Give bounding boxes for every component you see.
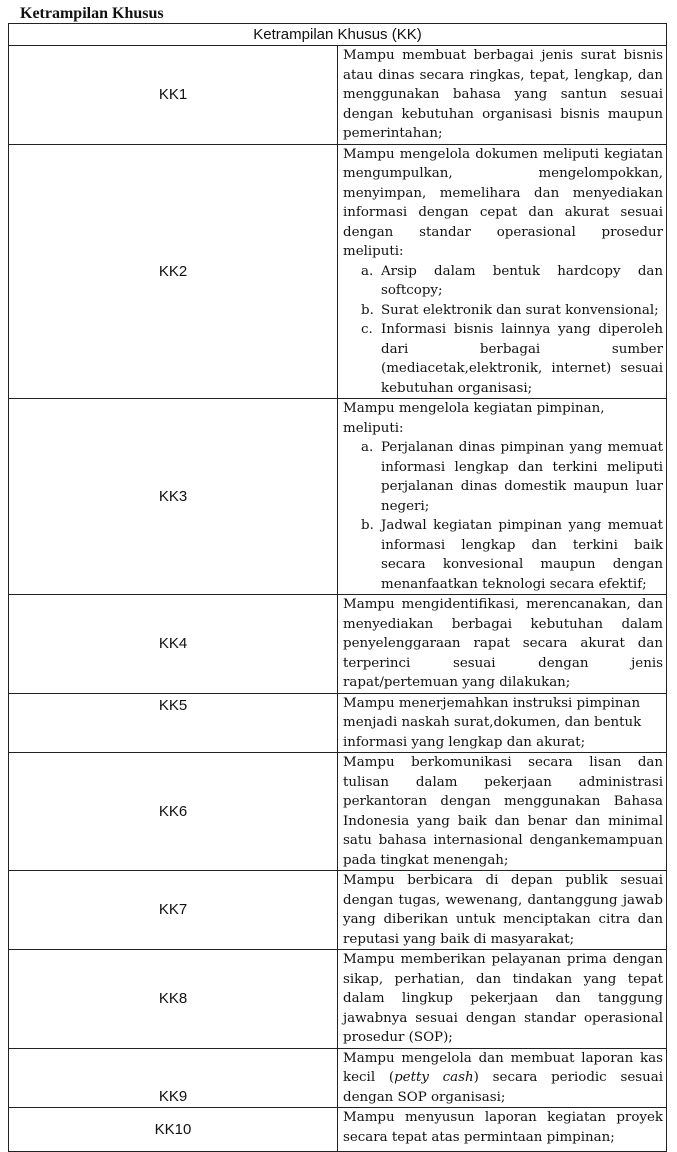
list-marker: c. xyxy=(361,322,373,337)
list-item xyxy=(343,438,663,516)
row-description xyxy=(338,950,667,1049)
table-header: Ketrampilan Khusus (KK) xyxy=(9,24,667,46)
row-code: KK4 xyxy=(9,595,338,694)
table-row xyxy=(9,595,667,694)
row-text: Mampu membuat berbagai jenis surat bisnis atau dinas secara ringkas, tepat, lengkap, dan menggunakan bahasa yang santun sesuai dengan kebutuhan organisasi bisnis maupun pemerintahan; xyxy=(343,48,663,141)
list-item-text: Perjalanan dinas pimpinan yang memuat informasi lengkap dan terkini meliputi perjalanan dinas domestik maupun luar negeri; xyxy=(381,440,663,514)
row-description xyxy=(338,1108,667,1152)
table-row xyxy=(9,1048,667,1108)
row-text: Mampu memberikan pelayanan prima dengan sikap, perhatian, dan tindakan yang tepat dalam lingkup pekerjaan dan tanggung jawabnya sesuai dengan standar operasional prosedur (SOP); xyxy=(343,952,663,1045)
row-description xyxy=(338,1048,667,1108)
sub-list xyxy=(343,438,663,594)
table-row xyxy=(9,693,667,753)
page-title: Ketrampilan Khusus xyxy=(20,5,164,22)
row-code: KK3 xyxy=(9,399,338,595)
list-item-text: Jadwal kegiatan pimpinan yang memuat informasi lengkap dan terkini baik secara konvesional maupun dengan menanfaatkan teknologi secara efektif; xyxy=(381,518,663,592)
row-text: Mampu menerjemahkan instruksi pimpinan menjadi naskah surat,dokumen, dan bentuk informasi yang lengkap dan akurat; xyxy=(343,695,642,750)
row-code: KK10 xyxy=(9,1108,338,1152)
table-row xyxy=(9,950,667,1049)
list-item xyxy=(343,262,663,301)
list-marker: a. xyxy=(361,263,374,279)
sub-list xyxy=(343,262,663,399)
list-item-text: Informasi bisnis lainnya yang diperoleh dari berbagai sumber (mediacetak,elektronik, internet) sesuai kebutuhan organisasi; xyxy=(381,322,663,396)
row-code: KK8 xyxy=(9,950,338,1049)
row-code: KK7 xyxy=(9,871,338,950)
list-marker: a. xyxy=(361,440,374,455)
list-marker: b. xyxy=(361,302,374,318)
row-code: KK1 xyxy=(9,46,338,145)
list-item-text: Surat elektronik dan surat konvensional; xyxy=(381,302,659,318)
row-description xyxy=(338,46,667,145)
table-row xyxy=(9,753,667,871)
kk-table xyxy=(8,23,667,1152)
row-text: Mampu menyusun laporan kegiatan proyek secara tepat atas permintaan pimpinan; xyxy=(343,1110,663,1145)
row-description xyxy=(338,753,667,871)
row-code: KK5 xyxy=(9,693,338,753)
table-row xyxy=(9,871,667,950)
table-row xyxy=(9,1108,667,1152)
row-description xyxy=(338,595,667,694)
table-row xyxy=(9,144,667,399)
row-description xyxy=(338,871,667,950)
list-marker: b. xyxy=(361,518,374,533)
row-code: KK6 xyxy=(9,753,338,871)
list-item xyxy=(343,516,663,594)
row-text-start: Mampu mengelola dan membuat laporan kas kecil ( xyxy=(343,1050,663,1085)
row-text: Mampu mengelola dokumen meliputi kegiatan mengumpulkan, mengelompokkan, menyimpan, memelihara dan menyediakan informasi dengan cepat dan akurat sesuai dengan standar operasional prosedur meliputi: xyxy=(343,146,663,259)
list-item xyxy=(343,320,663,398)
row-code: KK9 xyxy=(9,1048,338,1108)
row-text: Mampu berkomunikasi secara lisan dan tulisan dalam pekerjaan administrasi perkantoran dengan menggunakan Bahasa Indonesia yang baik dan benar dan minimal satu bahasa internasional dengankemampuan pada tingkat menengah; xyxy=(343,755,663,868)
row-text: Mampu mengelola kegiatan pimpinan, meliputi: xyxy=(343,401,605,436)
row-description xyxy=(338,399,667,595)
list-item xyxy=(343,301,663,321)
table-row xyxy=(9,46,667,145)
row-description xyxy=(338,693,667,753)
table-header-row xyxy=(9,24,667,46)
row-text xyxy=(343,1049,663,1108)
list-item-text: Arsip dalam bentuk hardcopy dan softcopy; xyxy=(381,263,663,298)
row-description xyxy=(338,144,667,399)
row-text: Mampu berbicara di depan publik sesuai dengan tugas, wewenang, dantanggung jawab yang diberikan untuk menciptakan citra dan reputasi yang baik di masyarakat; xyxy=(343,873,663,947)
row-text-end: ) secara periodic sesuai dengan SOP organisasi; xyxy=(343,1070,664,1105)
row-text: Mampu mengidentifikasi, merencanakan, dan menyediakan berbagai kebutuhan dalam penyelenggaraan rapat secara akurat dan terperinci sesuai dengan jenis rapat/pertemuan yang dilakukan; xyxy=(343,597,663,690)
table-row xyxy=(9,399,667,595)
row-code: KK2 xyxy=(9,144,338,399)
row-text-italic: petty cash xyxy=(394,1070,474,1085)
